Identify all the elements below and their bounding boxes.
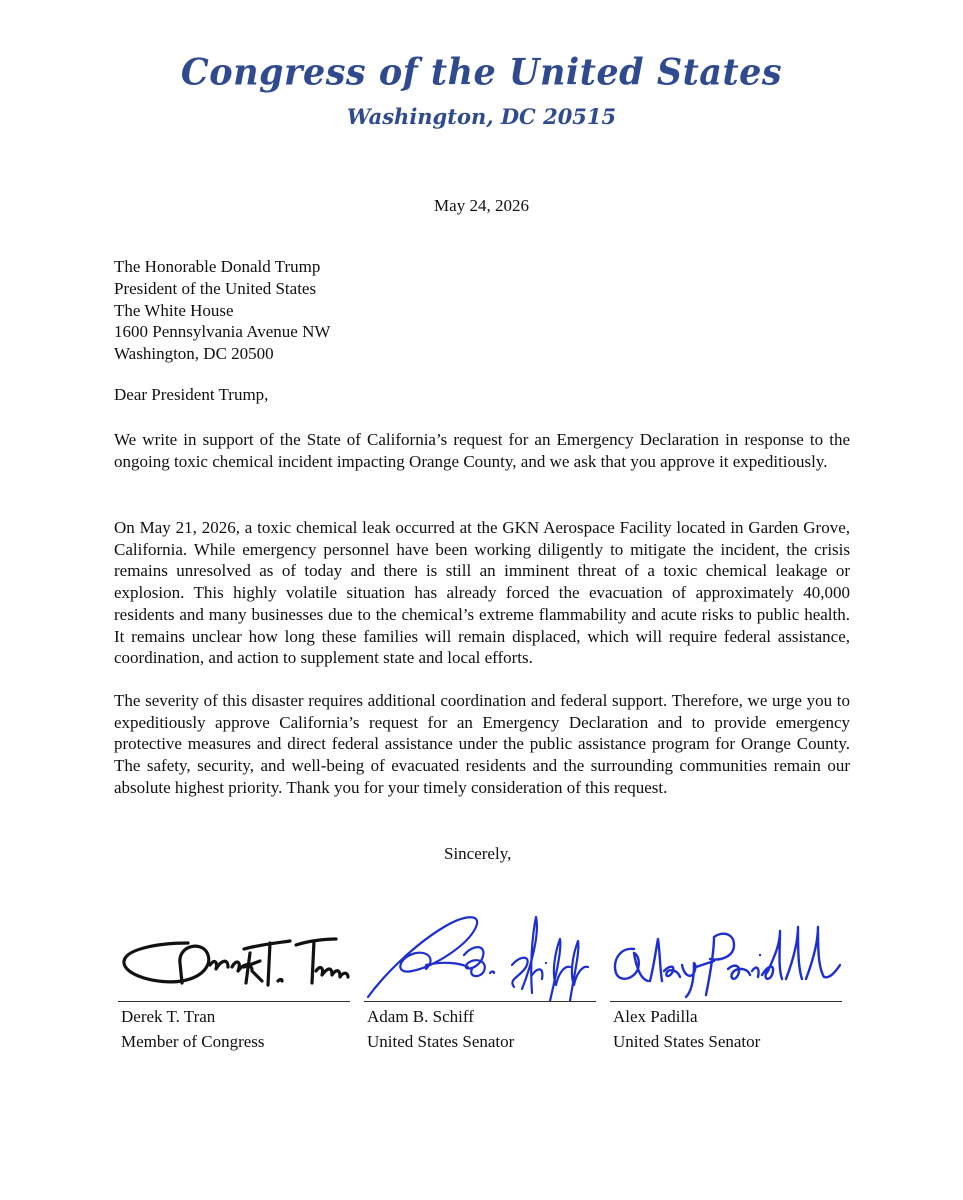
signature-schiff bbox=[364, 905, 596, 1001]
signature-padilla bbox=[610, 905, 842, 1001]
signature-tran bbox=[118, 905, 350, 1001]
signature-line bbox=[364, 1001, 596, 1002]
signatory-title: United States Senator bbox=[613, 1032, 761, 1051]
signature-line bbox=[118, 1001, 350, 1002]
signature-block-tran bbox=[118, 905, 350, 1052]
signatory-name: Adam B. Schiff bbox=[367, 1007, 474, 1026]
body-paragraph-1: We write in support of the State of California’s request for an Emergency Declaration in response to the ongoing toxic chemical incident impacting Orange County, and we ask that you approve it expeditiously. bbox=[114, 430, 850, 471]
recipient-line: Washington, DC 20500 bbox=[114, 344, 274, 364]
signatory-name: Derek T. Tran bbox=[121, 1007, 216, 1026]
recipient-line: The Honorable Donald Trump bbox=[114, 257, 321, 276]
signatory-name: Alex Padilla bbox=[613, 1007, 698, 1026]
signature-line bbox=[610, 1001, 842, 1002]
recipient-address bbox=[114, 256, 330, 365]
body-paragraph-3: The severity of this disaster requires additional coordination and federal support. Therefore, we urge you to expeditiously approve California’s request for an Emergency Declaration and to provide emergency protective measures and direct federal assistance under the public assistance program for Orange County. The safety, security, and well-being of evacuated residents and the surrounding communities remain our absolute highest priority. Thank you for your timely consideration of this request. bbox=[114, 691, 850, 797]
recipient-line: 1600 Pennsylvania Avenue NW bbox=[114, 322, 331, 342]
recipient-line: The White House bbox=[114, 300, 234, 320]
letterhead-title: Congress of the United States bbox=[180, 50, 783, 95]
closing: Sincerely, bbox=[444, 844, 512, 863]
salutation: Dear President Trump, bbox=[114, 385, 269, 404]
signature-block-padilla bbox=[610, 905, 842, 1052]
letterhead-subtitle: Washington, DC 20515 bbox=[346, 104, 617, 129]
signatory-title: Member of Congress bbox=[121, 1032, 265, 1051]
letter-date: May 24, 2026 bbox=[434, 196, 529, 215]
recipient-line: President of the United States bbox=[114, 278, 317, 298]
signatory-title: United States Senator bbox=[367, 1032, 515, 1051]
signature-block-schiff bbox=[364, 905, 596, 1052]
body-paragraph-2: On May 21, 2026, a toxic chemical leak occurred at the GKN Aerospace Facility located in Garden Grove, California. While emergency personnel have been working diligently to mitigate the incident, the crisis remains unresolved as of today and there is still an imminent threat of a toxic chemical leakage or explosion. This highly volatile situation has already forced the evacuation of approximately 40,000 residents and many businesses due to the chemical’s extreme flammability and acute risks to public health. It remains unclear how long these families will remain displaced, which will require federal assistance, coordination, and action to supplement state and local efforts. bbox=[114, 518, 850, 668]
